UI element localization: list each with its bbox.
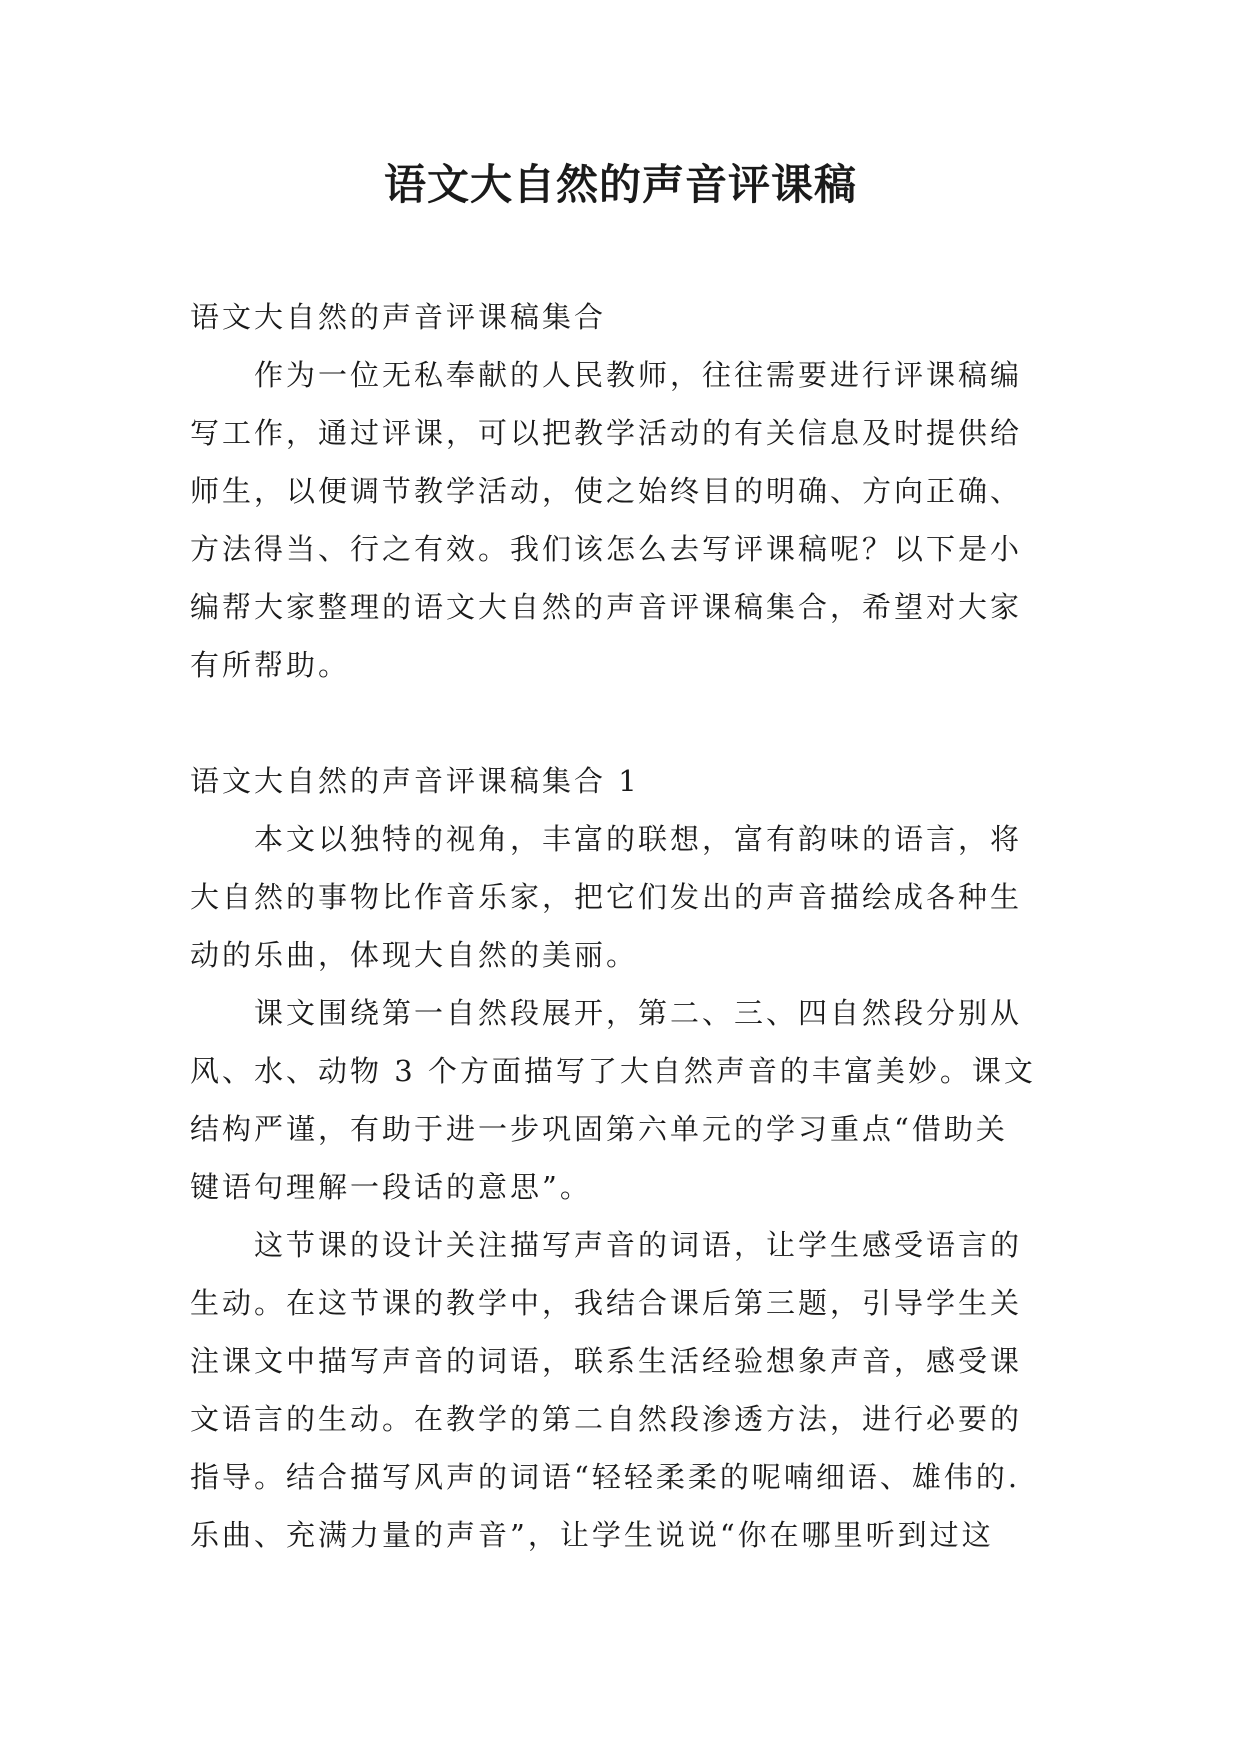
- paragraph-line: 注课文中描写声音的词语，联系生活经验想象声音，感受课: [190, 1344, 1023, 1378]
- paragraph-line: 生动。在这节课的教学中，我结合课后第三题，引导学生关: [190, 1286, 1023, 1320]
- paragraph-line: 乐曲、充满力量的声音”，让学生说说“你在哪里听到过这: [190, 1518, 994, 1552]
- paragraph-line: 大自然的事物比作音乐家，把它们发出的声音描绘成各种生: [190, 880, 1023, 914]
- paragraph-line: 本文以独特的视角，丰富的联想，富有韵味的语言，将: [254, 822, 1023, 856]
- paragraph-line: 键语句理解一段话的意思”。: [190, 1170, 592, 1204]
- section-spacer: [190, 694, 1070, 752]
- paragraph-line: 方法得当、行之有效。我们该怎么去写评课稿呢？以下是小: [190, 532, 1023, 566]
- section-heading: 语文大自然的声音评课稿集合: [190, 300, 607, 334]
- paragraph-line: 编帮大家整理的语文大自然的声音评课稿集合，希望对大家: [190, 590, 1023, 624]
- paragraph-line: 写工作，通过评课，可以把教学活动的有关信息及时提供给: [190, 416, 1023, 450]
- paragraph-line: 动的乐曲，体现大自然的美丽。: [190, 938, 639, 972]
- paragraph-line: 结构严谨，有助于进一步巩固第六单元的学习重点“借助关: [190, 1112, 1008, 1146]
- paragraph-line: 师生，以便调节教学活动，使之始终目的明确、方向正确、: [190, 474, 1023, 508]
- document-body: [190, 288, 1070, 1564]
- document-title: 语文大自然的声音评课稿: [383, 160, 857, 209]
- paragraph-line: 作为一位无私奉献的人民教师，往往需要进行评课稿编: [254, 358, 1023, 392]
- section-heading: 语文大自然的声音评课稿集合 1: [190, 764, 640, 798]
- paragraph-line: 有所帮助。: [190, 648, 351, 682]
- paragraph-line: 课文围绕第一自然段展开，第二、三、四自然段分别从: [254, 996, 1023, 1030]
- paragraph-line: 指导。结合描写风声的词语“轻轻柔柔的呢喃细语、雄伟的.: [190, 1460, 1021, 1494]
- paragraph-line: 文语言的生动。在教学的第二自然段渗透方法，进行必要的: [190, 1402, 1023, 1436]
- paragraph-line: 风、水、动物 3 个方面描写了大自然声音的丰富美妙。课文: [190, 1054, 1036, 1088]
- paragraph-line: 这节课的设计关注描写声音的词语，让学生感受语言的: [254, 1228, 1023, 1262]
